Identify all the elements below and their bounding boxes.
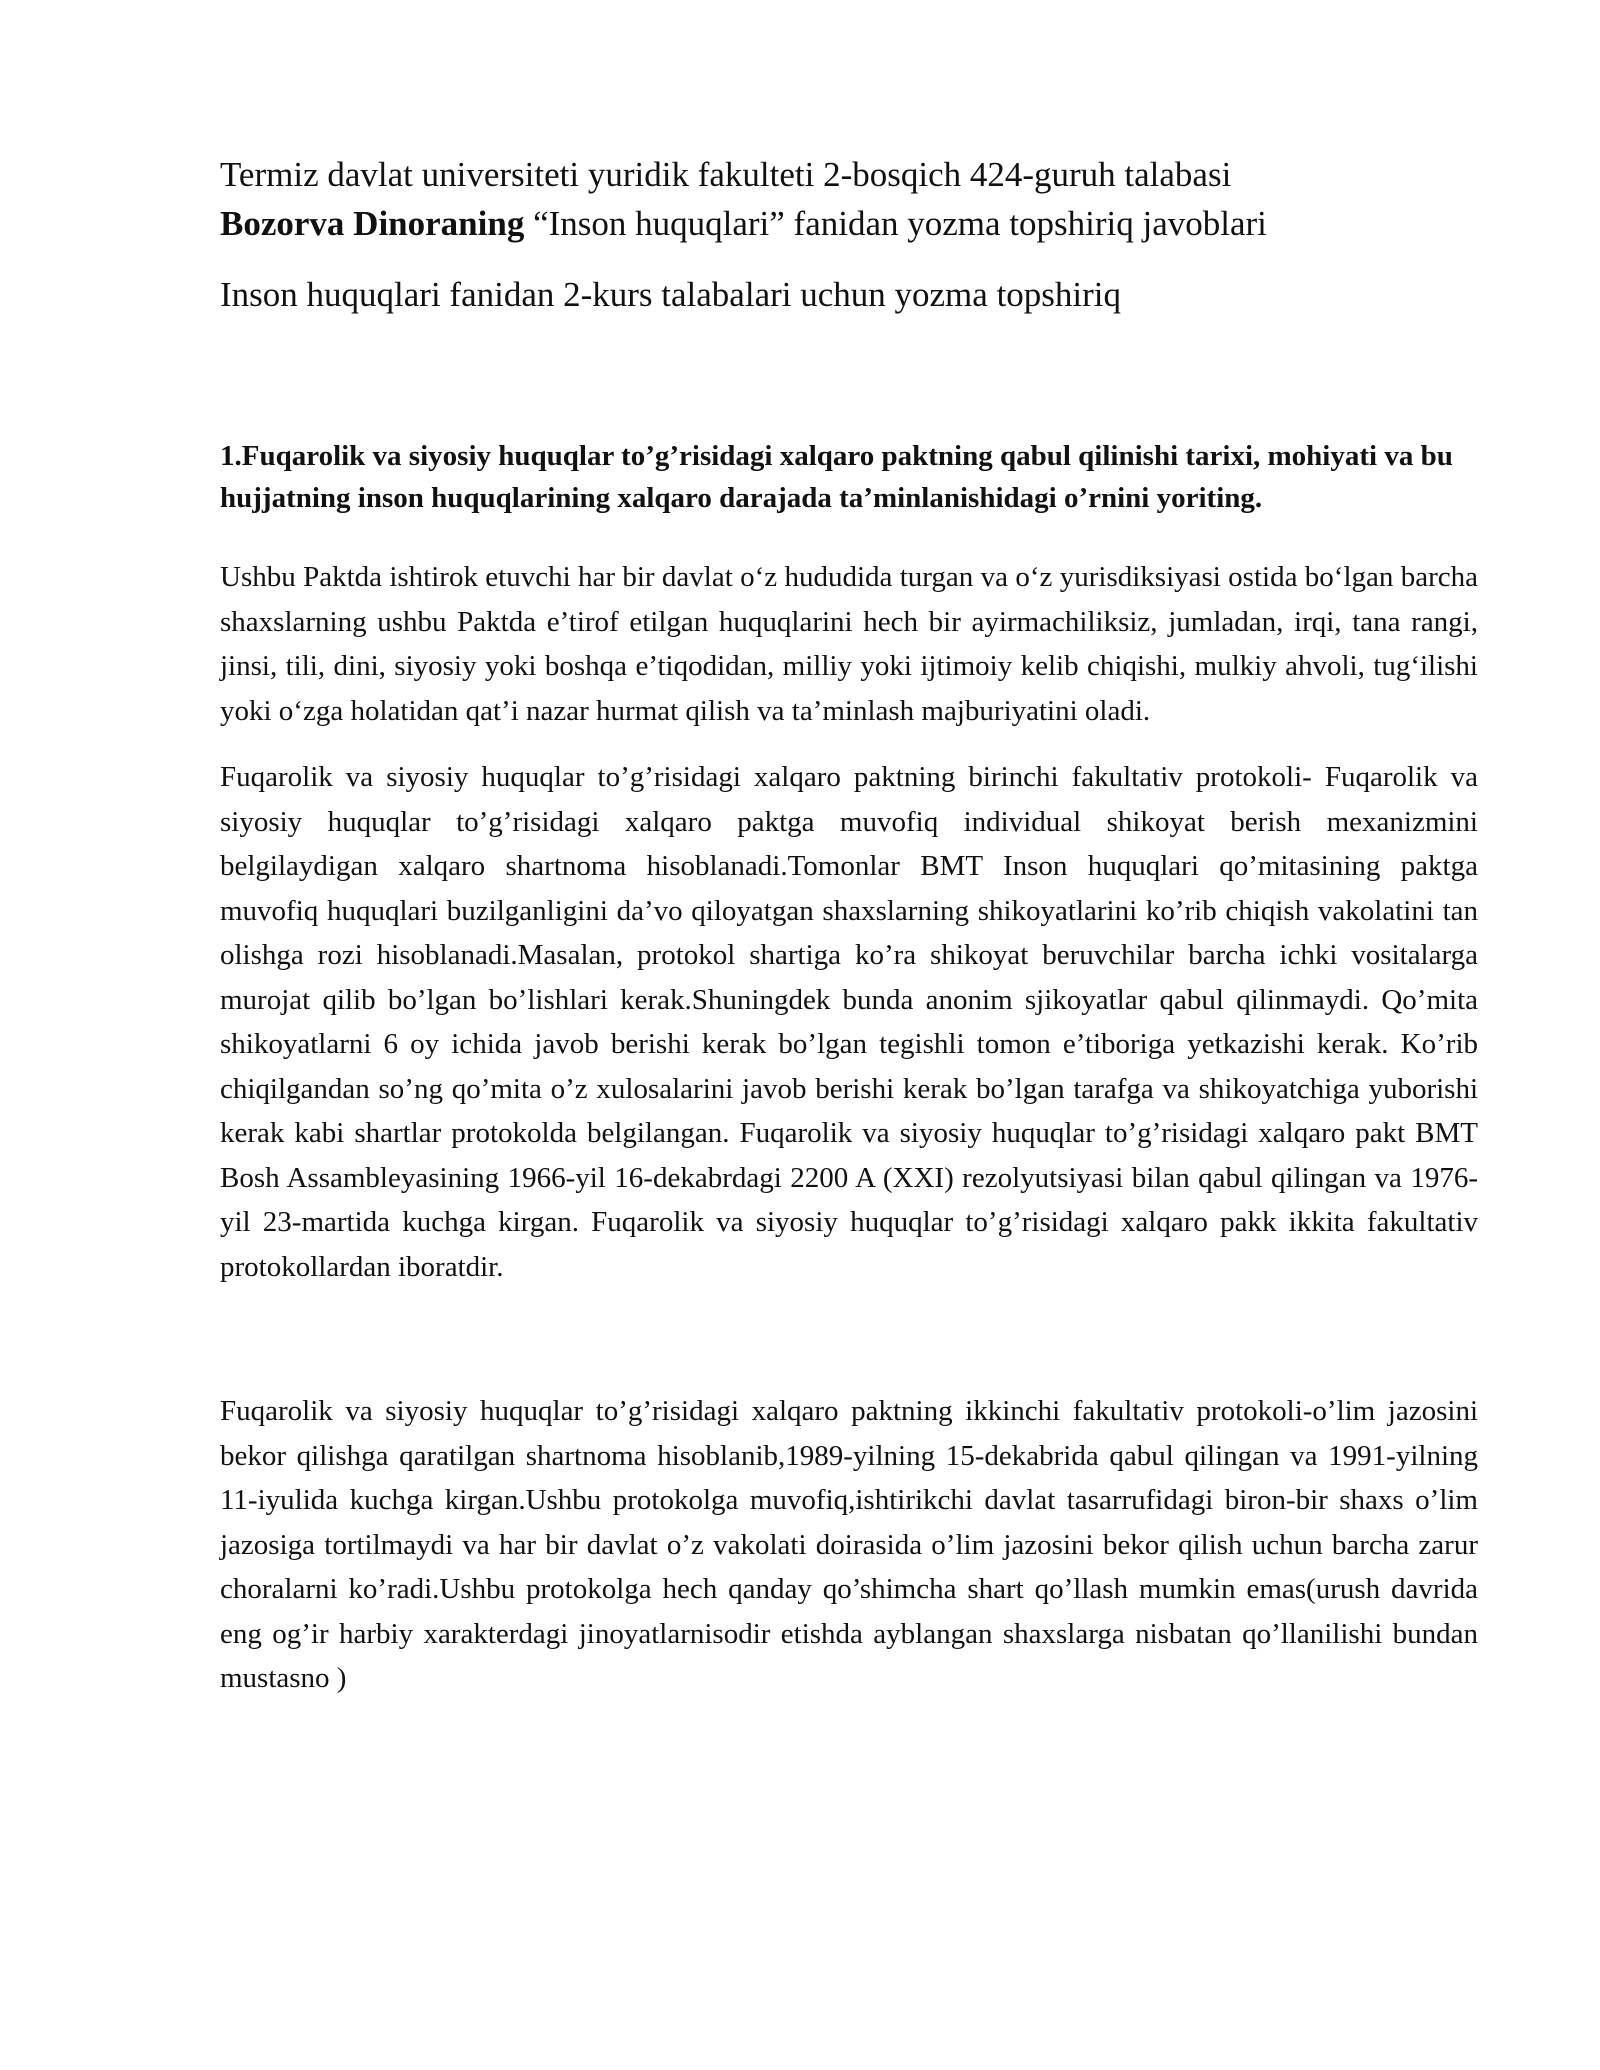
header-line-2 [220,199,1478,248]
document-page [220,150,1478,1701]
paragraph-2: Fuqarolik va siyosiy huquqlar to’g’risidagi xalqaro paktning birinchi fakultativ protokoli- Fuqarolik va siyosiy huquqlar to’g’risidagi xalqaro paktga muvofiq individual shikoyat berish mexanizmini belgilaydigan xalqaro shartnoma hisoblanadi.Tomonlar BMT Inson huquqlari qo’mitasining paktga muvofiq huquqlari buzilganligini da’vo qiloyatgan shaxslarning shikoyatlarini ko’rib chiqish vakolatini tan olishga rozi hisoblanadi.Masalan, protokol shartiga ko’ra shikoyat beruvchilar barcha ichki vositalarga murojat qilib bo’lgan bo’lishlari kerak.Shuningdek bunda anonim sjikoyatlar qabul qilinmaydi. Qo’mita shikoyatlarni 6 oy ichida javob berishi kerak bo’lgan tegishli tomon e’tiboriga yetkazishi kerak. Ko’rib chiqilgandan so’ng qo’mita o’z xulosalarini javob berishi kerak bo’lgan tarafga va shikoyatchiga yuborishi kerak kabi shartlar protokolda belgilangan. Fuqarolik va siyosiy huquqlar to’g’risidagi xalqaro pakt BMT Bosh Assambleyasining 1966-yil 16-dekabrdagi 2200 A (XXI) rezolyutsiyasi bilan qabul qilingan va 1976-yil 23-martida kuchga kirgan. Fuqarolik va siyosiy huquqlar to’g’risidagi xalqaro pakk ikkita fakultativ protokollardan iboratdir. [220,761,1478,1283]
paragraph-1: Ushbu Paktda ishtirok etuvchi har bir davlat o‘z hududida turgan va o‘z yurisdiksiyasi ostida bo‘lgan barcha shaxslarning ushbu Paktda e’tirof etilgan huquqlarini hech bir ayirmachiliksiz, jumladan, irqi, tana rangi, jinsi, tili, dini, siyosiy yoki boshqa e’tiqodidan, milliy yoki ijtimoiy kelib chiqishi, mulkiy ahvoli, tug‘ilishi yoki o‘zga holatidan qat’i nazar hurmat qilish va ta’minlash majburiyatini oladi. [220,561,1478,727]
document-header [220,150,1478,248]
paragraph-3: Fuqarolik va siyosiy huquqlar to’g’risidagi xalqaro paktning ikkinchi fakultativ protokoli-o’lim jazosini bekor qilishga qaratilgan shartnoma hisoblanib,1989-yilning 15-dekabrida qabul qilingan va 1991-yilning 11-iyulida kuchga kirgan.Ushbu protokolga muvofiq,ishtirikchi davlat tasarrufidagi biron-bir shaxs o’lim jazosiga tortilmaydi va har bir davlat o’z vakolati doirasida o’lim jazosini bekor qilish uchun barcha zarur choralarni ko’radi.Ushbu protokolga hech qanday qo’shimcha shart qo’llash mumkin emas(urush davrida eng og’ir harbiy xarakterdagi jinoyatlarnisodir etishda ayblangan shaxslarga nisbatan qo’llanilishi bundan mustasno ) [220,1395,1478,1694]
header-line-1: Termiz davlat universiteti yuridik fakulteti 2-bosqich 424-guruh talabasi [220,155,1232,194]
document-subtitle: Inson huquqlari fanidan 2-kurs talabalari uchun yozma topshiriq [220,275,1122,314]
question-heading: 1.Fuqarolik va siyosiy huquqlar to’g’risidagi xalqaro paktning qabul qilinishi tarixi, mohiyati va bu hujjatning inson huquqlarining xalqaro darajada ta’minlanishidagi o’rnini yoriting. [220,440,1453,514]
header-line-2-rest: “Inson huquqlari” fanidan yozma topshiriq javoblari [524,204,1267,243]
student-name: Bozorva Dinoraning [220,204,525,243]
